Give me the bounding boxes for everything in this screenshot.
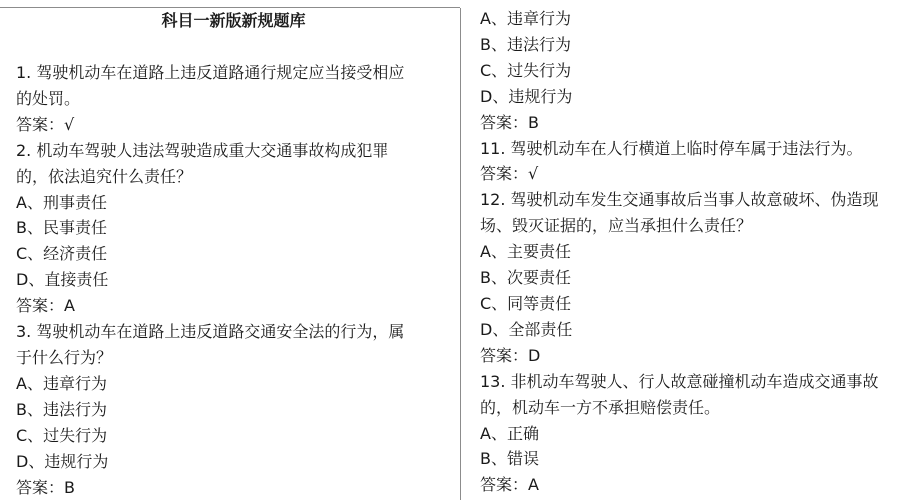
option-line: C、过失行为 (16, 425, 108, 445)
option-line: A、主要责任 (480, 242, 571, 262)
answer-line: 答案：B (16, 477, 75, 497)
answer-line: 答案：A (16, 296, 75, 316)
option-line: C、经济责任 (16, 244, 108, 264)
answer-line: 答案：√ (480, 164, 539, 184)
left-column (6, 0, 459, 500)
answer-line: 答案：B (480, 112, 539, 132)
answer-line: 答案：D (480, 345, 541, 365)
option-line: A、违章行为 (480, 9, 571, 28)
title-spacer (16, 34, 451, 60)
answer-line: 答案：A (480, 475, 539, 495)
option-line: A、正确 (480, 423, 539, 443)
option-line: C、同等责任 (480, 293, 572, 313)
question-line: 的，依法追究什么责任？ (16, 166, 193, 186)
option-line: D、违规行为 (16, 451, 109, 471)
question-line: 12. 驾驶机动车发生交通事故后当事人故意破坏、伪造现 (480, 190, 879, 210)
question-line: 于什么行为？ (16, 347, 113, 367)
question-line: 13. 非机动车驾驶人、行人故意碰撞机动车造成交通事故 (480, 371, 879, 391)
option-line: A、违章行为 (16, 373, 107, 393)
option-line: B、违法行为 (480, 34, 571, 54)
question-line: 的，机动车一方不承担赔偿责任。 (480, 397, 721, 417)
column-divider (460, 8, 461, 500)
option-line: A、刑事责任 (16, 192, 107, 212)
option-line: B、次要责任 (480, 268, 571, 288)
option-line: B、民事责任 (16, 218, 107, 238)
option-line: C、过失行为 (480, 60, 572, 80)
question-line: 1. 驾驶机动车在道路上违反道路通行规定应当接受相应 (16, 63, 405, 82)
option-line: D、直接责任 (16, 270, 109, 290)
option-line: B、错误 (480, 449, 539, 469)
option-line: B、违法行为 (16, 399, 107, 419)
option-line: D、全部责任 (480, 319, 573, 339)
question-line: 场、毁灭证据的，应当承担什么责任？ (480, 216, 753, 236)
question-line: 的处罚。 (16, 88, 81, 108)
option-line: D、违规行为 (480, 86, 573, 106)
right-column (468, 0, 920, 500)
question-line: 3. 驾驶机动车在道路上违反道路交通安全法的行为，属 (16, 322, 405, 342)
document-title: 科目一新版新规题库 (161, 11, 306, 30)
answer-line: 答案：√ (16, 114, 75, 134)
question-line: 2. 机动车驾驶人违法驾驶造成重大交通事故构成犯罪 (16, 140, 389, 160)
question-line: 11. 驾驶机动车在人行横道上临时停车属于违法行为。 (480, 138, 863, 158)
